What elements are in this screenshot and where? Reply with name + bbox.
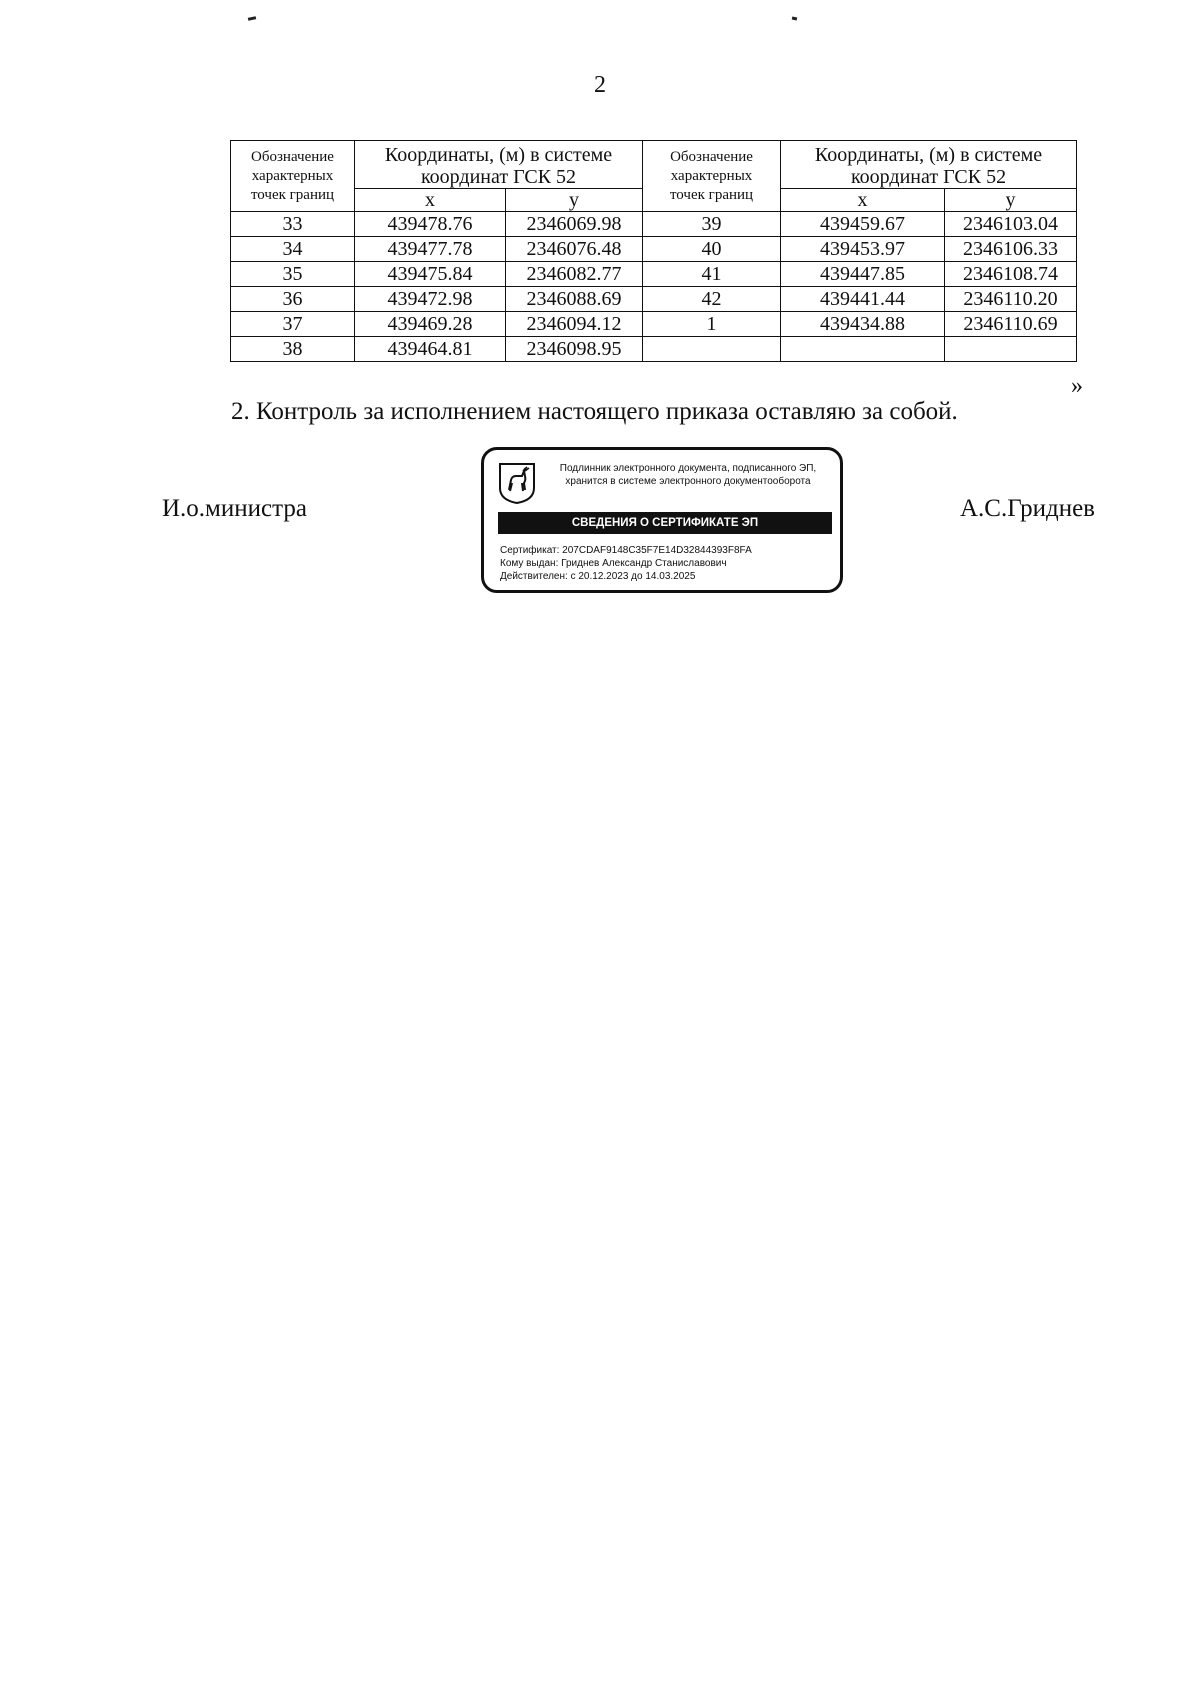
x-value: 439464.81 <box>355 337 506 362</box>
x-value: 439477.78 <box>355 237 506 262</box>
y-axis-header-1: y <box>506 189 643 212</box>
scan-mark-left <box>248 16 256 21</box>
scan-mark-right <box>792 17 798 21</box>
closing-quote: » <box>1071 373 1083 399</box>
table-row <box>231 262 1077 287</box>
point-id: 34 <box>231 237 355 262</box>
y-value: 2346098.95 <box>506 337 643 362</box>
x-value: 439469.28 <box>355 312 506 337</box>
point-id: 1 <box>643 312 781 337</box>
coordinates-table <box>230 140 1077 362</box>
x-value: 439441.44 <box>781 287 945 312</box>
point-id <box>643 337 781 362</box>
table-header-row <box>231 141 1077 189</box>
clause-2: 2. Контроль за исполнением настоящего приказа оставляю за собой. <box>231 398 958 425</box>
point-id: 42 <box>643 287 781 312</box>
point-id: 37 <box>231 312 355 337</box>
point-id: 39 <box>643 212 781 237</box>
table-row <box>231 237 1077 262</box>
coord-header-1: Координаты, (м) в системе координат ГСК 52 <box>355 141 643 189</box>
point-id: 40 <box>643 237 781 262</box>
point-label-header-2: Обозначение характерных точек границ <box>643 141 781 212</box>
signatory-name: А.С.Гриднев <box>960 495 1095 522</box>
certificate-issued-to: Кому выдан: Гриднев Александр Станиславович <box>500 558 727 569</box>
x-value <box>781 337 945 362</box>
table-row <box>231 287 1077 312</box>
signatory-role: И.о.министра <box>162 495 307 522</box>
e-signature-stamp <box>481 447 843 593</box>
point-id: 41 <box>643 262 781 287</box>
point-id: 35 <box>231 262 355 287</box>
y-value: 2346088.69 <box>506 287 643 312</box>
point-label-header-1: Обозначение характерных точек границ <box>231 141 355 212</box>
y-value: 2346110.20 <box>945 287 1077 312</box>
coat-of-arms-icon <box>498 462 536 504</box>
coord-header-2: Координаты, (м) в системе координат ГСК 52 <box>781 141 1077 189</box>
x-value: 439459.67 <box>781 212 945 237</box>
table-row <box>231 212 1077 237</box>
page-number: 2 <box>594 72 606 98</box>
y-value: 2346069.98 <box>506 212 643 237</box>
y-value: 2346103.04 <box>945 212 1077 237</box>
table-row <box>231 312 1077 337</box>
certificate-validity: Действителен: с 20.12.2023 до 14.03.2025 <box>500 571 696 582</box>
x-value: 439453.97 <box>781 237 945 262</box>
stamp-notice: Подлинник электронного документа, подписанного ЭП, хранится в системе электронного документооборота <box>559 463 817 487</box>
x-value: 439447.85 <box>781 262 945 287</box>
certificate-info-heading: СВЕДЕНИЯ О СЕРТИФИКАТЕ ЭП <box>498 512 832 534</box>
y-value: 2346106.33 <box>945 237 1077 262</box>
y-value: 2346094.12 <box>506 312 643 337</box>
y-value: 2346076.48 <box>506 237 643 262</box>
certificate-serial: Сертификат: 207CDAF9148C35F7E14D32844393F8FA <box>500 545 752 556</box>
y-value <box>945 337 1077 362</box>
table-row <box>231 337 1077 362</box>
point-id: 33 <box>231 212 355 237</box>
x-axis-header-2: x <box>781 189 945 212</box>
y-value: 2346082.77 <box>506 262 643 287</box>
x-axis-header-1: x <box>355 189 506 212</box>
point-id: 38 <box>231 337 355 362</box>
x-value: 439434.88 <box>781 312 945 337</box>
y-value: 2346108.74 <box>945 262 1077 287</box>
y-value: 2346110.69 <box>945 312 1077 337</box>
x-value: 439475.84 <box>355 262 506 287</box>
x-value: 439478.76 <box>355 212 506 237</box>
point-id: 36 <box>231 287 355 312</box>
x-value: 439472.98 <box>355 287 506 312</box>
y-axis-header-2: y <box>945 189 1077 212</box>
